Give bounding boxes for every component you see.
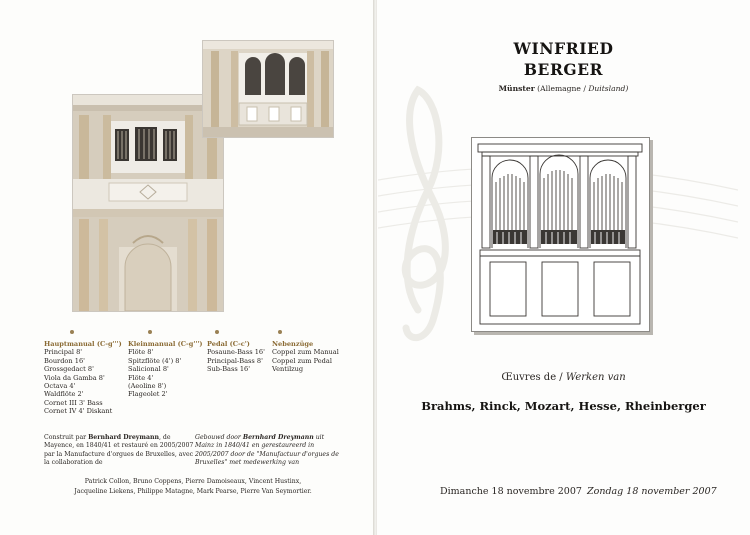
spec-kleinmanual <box>128 333 203 399</box>
spec-heading: Kleinmanual (C-g''') <box>128 340 203 348</box>
bullet-dot <box>278 330 282 334</box>
spec-heading: Pedal (C-c') <box>207 340 250 348</box>
builder-name: Bernhard Dreymann <box>88 434 159 441</box>
spec-nebenzuege <box>272 333 339 374</box>
bullet-dot <box>70 330 74 334</box>
stop: Salicional 8' <box>128 365 169 374</box>
stop: Flöte 8' <box>128 348 154 357</box>
organ-drawing <box>471 137 650 332</box>
note-text: Gebouwd door <box>195 434 243 441</box>
stop: Principal-Bass 8' <box>207 356 263 365</box>
bullet-dot <box>215 330 219 334</box>
builder-name: Bernhard Dreymann <box>242 434 314 441</box>
works-fr: Œuvres de / <box>501 372 563 383</box>
stop: Flöte 4' <box>128 373 154 382</box>
separator: / <box>580 84 589 93</box>
works-nl: Werken van <box>565 372 626 383</box>
stop: Ventilzug <box>272 365 304 374</box>
stop: Principal 8' <box>44 348 83 357</box>
stop: Waldflöte 2' <box>44 390 84 399</box>
place-nl: Duitsland) <box>588 84 629 93</box>
note-text: , de Mayence, en 1840/41 et restauré en 2005/2007 par la Manufacture d'orgues de Bruxelles, avec la collaboration de <box>44 434 194 466</box>
stop: (Aeoline 8') <box>128 382 167 391</box>
stop: Posaune-Bass 16' <box>207 348 265 357</box>
organ-detail-photo <box>202 40 334 138</box>
stop: Coppel zum Pedal <box>272 356 332 365</box>
note-text: Construit par <box>44 434 89 441</box>
place-fr: (Allemagne <box>537 84 581 93</box>
stop: Viola da Gamba 8' <box>44 373 105 382</box>
stop: Cornet IV 4' Diskant <box>44 407 113 416</box>
concert-date-fr: Dimanche 18 novembre 2007 <box>440 486 582 497</box>
stop: Grossgedact 8' <box>44 365 94 374</box>
concert-date-nl: Zondag 18 november 2007 <box>587 486 717 497</box>
construction-note-nl <box>195 434 345 467</box>
works-heading <box>377 372 750 383</box>
collaborator-credits <box>48 477 338 497</box>
stop: Sub-Bass 16' <box>207 365 251 374</box>
spec-hauptmanual <box>44 333 122 416</box>
place-line <box>377 84 750 93</box>
credit-line: Patrick Collon, Bruno Coppens, Pierre Damoiseaux, Vincent Hustinx, <box>84 478 302 485</box>
stop: Coppel zum Manual <box>272 348 339 357</box>
composer-list: Brahms, Rinck, Mozart, Hesse, Rheinberger <box>421 399 706 413</box>
note-text: uit Mainz in 1840/41 en gerestaureerd in 2005/2007 door de "Manufactuur d'orgues de Bruxelles" met medewerking van <box>195 434 339 466</box>
title-first-name: WINFRIED <box>513 39 614 58</box>
spec-heading: Hauptmanual (C-g''') <box>44 340 122 348</box>
place-name: Münster <box>498 84 535 93</box>
stop: Flageolet 2' <box>128 390 168 399</box>
spec-pedal <box>207 333 265 374</box>
stop: Cornet III 3' Bass <box>44 398 103 407</box>
construction-note-fr <box>44 434 194 467</box>
stop: Bourdon 16' <box>44 356 85 365</box>
spec-heading: Nebenzüge <box>272 340 314 348</box>
bullet-dot <box>148 330 152 334</box>
credit-line: Jacqueline Liekens, Philippe Matagne, Mark Pearse, Pierre Van Seymortier. <box>74 488 312 495</box>
stop: Octava 4' <box>44 382 76 391</box>
stop: Spitzflöte (4') 8' <box>128 356 182 365</box>
title-last-name: BERGER <box>523 60 604 79</box>
